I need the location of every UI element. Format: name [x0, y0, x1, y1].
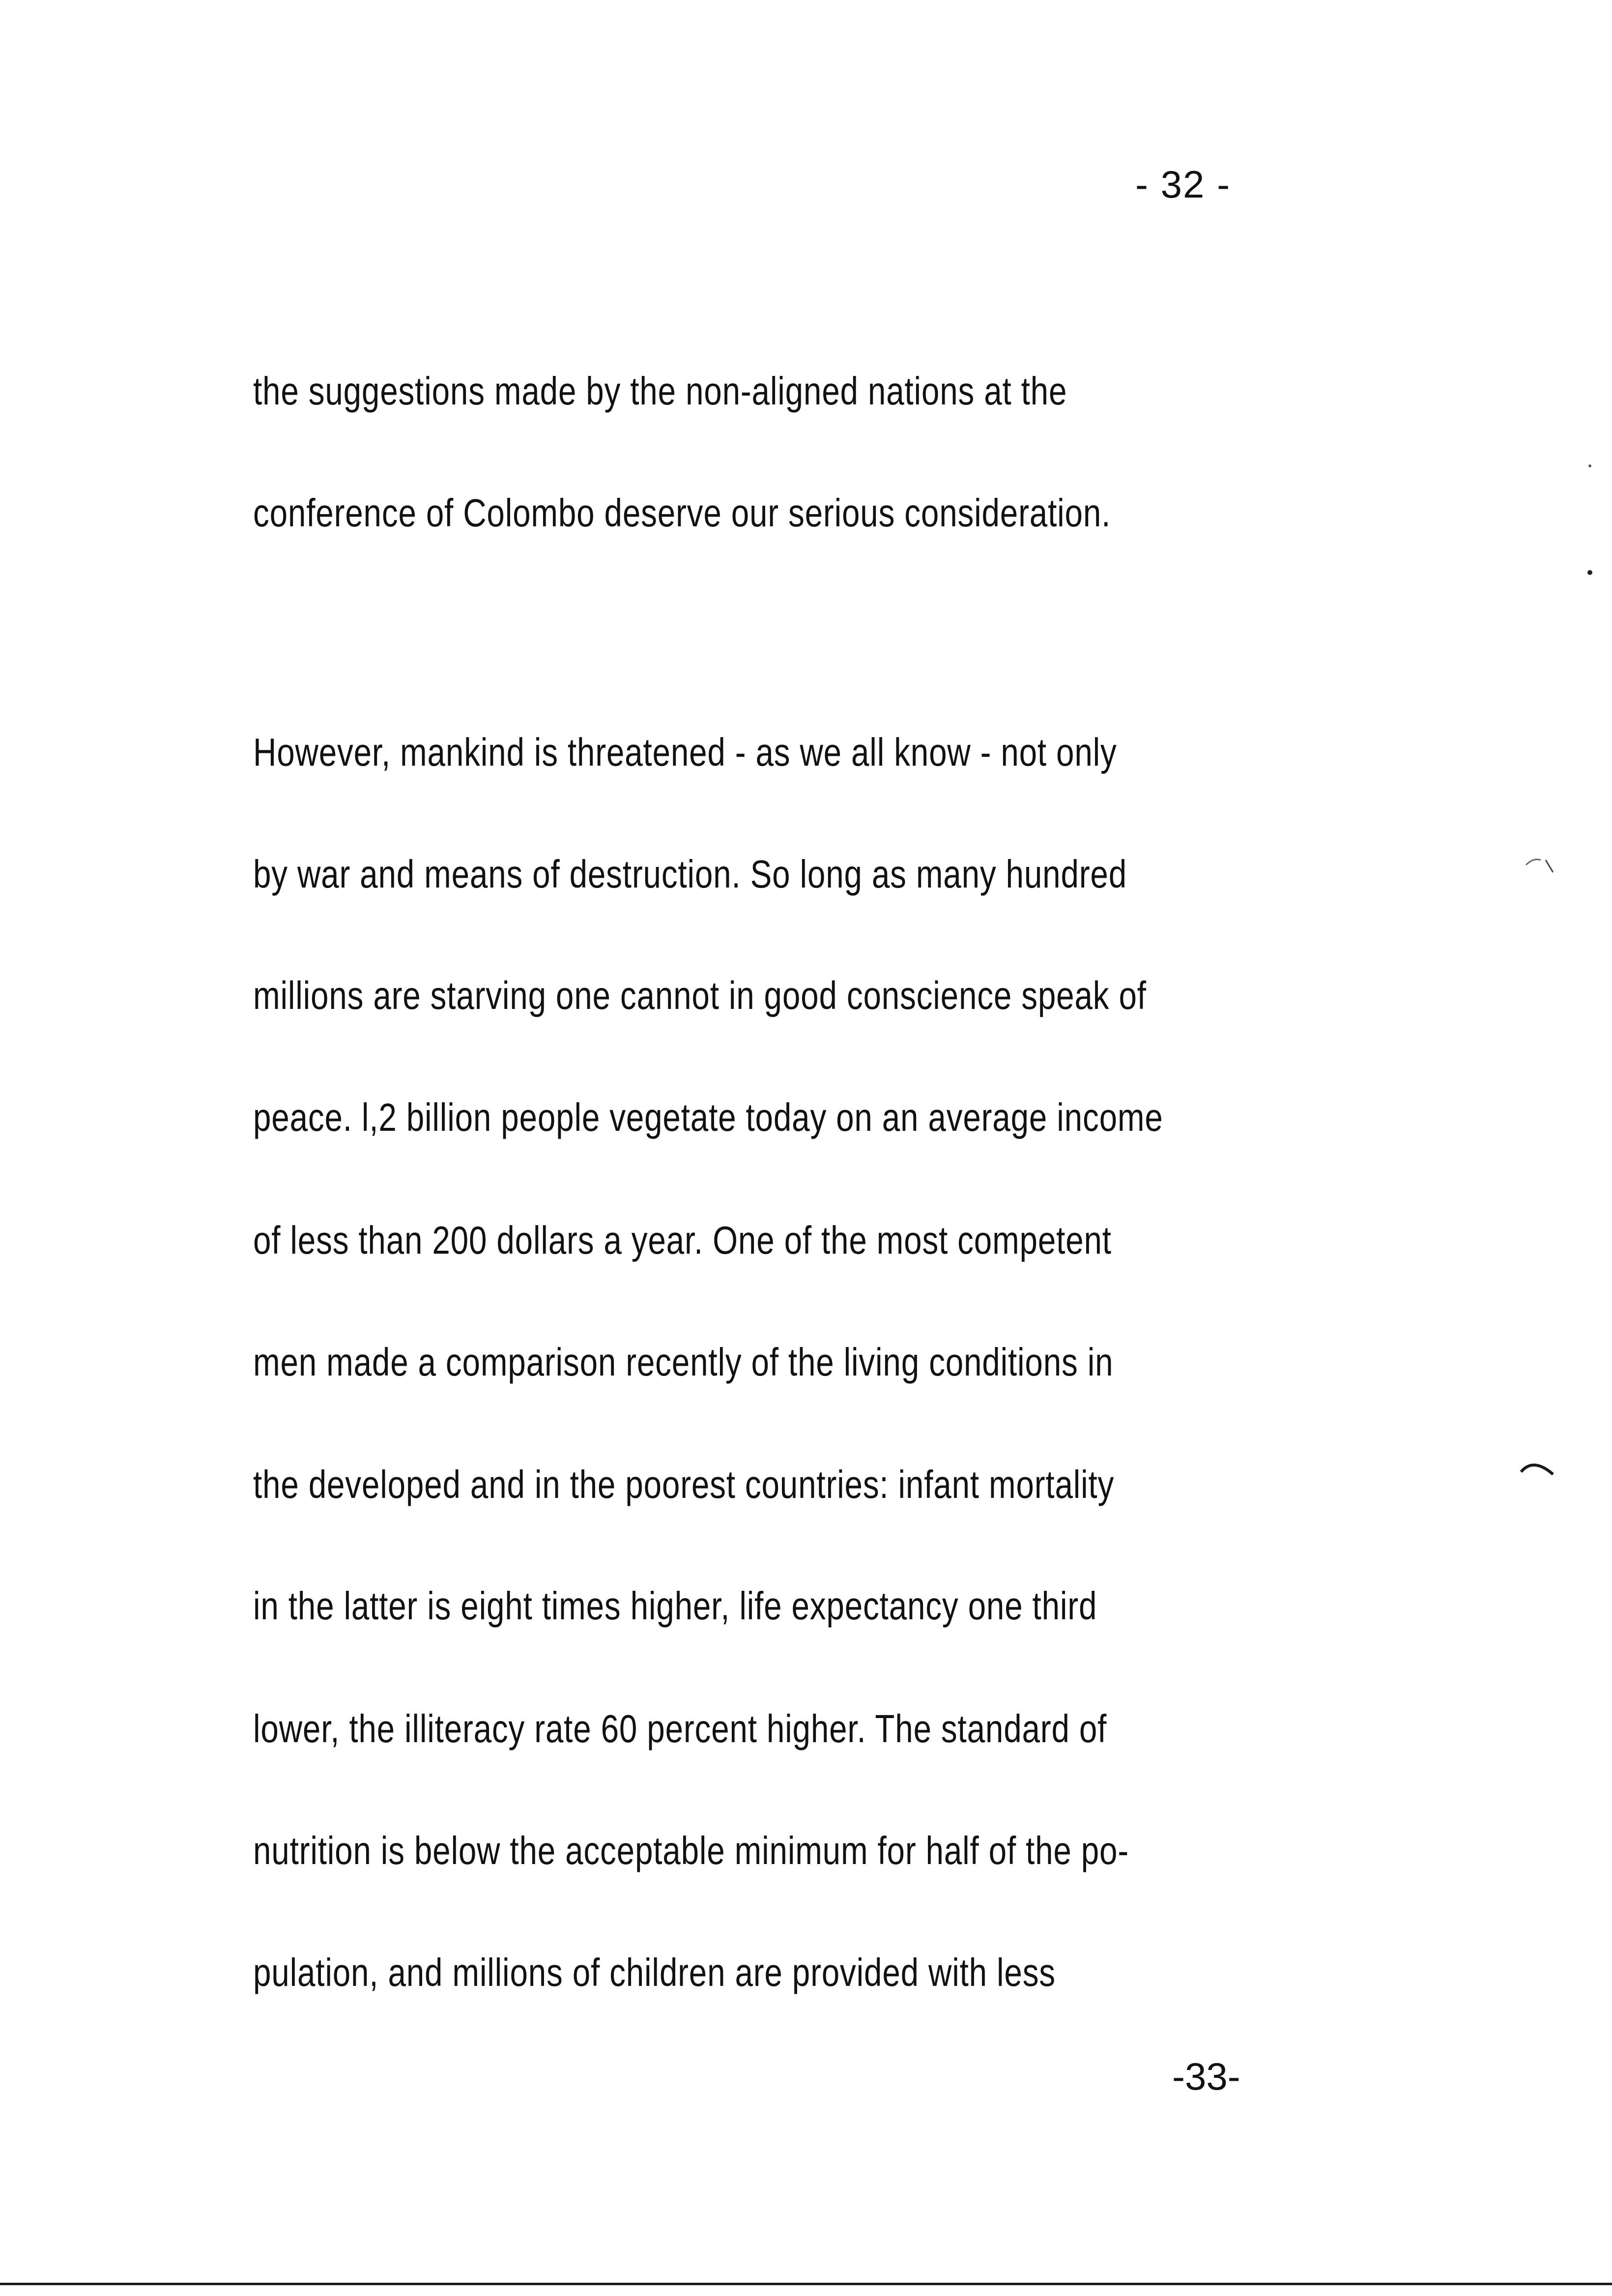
scan-mark-icon — [1519, 1455, 1558, 1479]
text-line: nutrition is below the acceptable minimum for half of the po- — [253, 1829, 1129, 1872]
text-line: millions are starving one cannot in good conscience speak of — [253, 974, 1147, 1017]
text-line: lower, the illiteracy rate 60 percent higher. The standard of — [253, 1707, 1107, 1751]
text-line: of less than 200 dollars a year. One of the most competent — [253, 1218, 1112, 1262]
text-line: men made a comparison recently of the living conditions in — [253, 1340, 1114, 1384]
text-line: conference of Colombo deserve our serious consideration. — [253, 491, 1111, 535]
text-line: by war and means of destruction. So long as many hundred — [253, 852, 1127, 896]
scan-mark-icon — [1524, 855, 1558, 875]
text-line: pulation, and millions of children are provided with less — [253, 1951, 1056, 1994]
page-bottom-edge — [0, 2283, 1612, 2285]
text-line: in the latter is eight times higher, life expectancy one third — [253, 1584, 1097, 1628]
text-line: However, mankind is threatened - as we all know - not only — [253, 730, 1117, 774]
scan-dot — [1587, 570, 1592, 575]
text-line: the developed and in the poorest countries: infant mortality — [253, 1463, 1115, 1506]
scan-dot — [1588, 464, 1591, 467]
page-number: - 32 - — [1135, 163, 1231, 206]
text-line: peace. l,2 billion people vegetate today on an average income — [253, 1095, 1163, 1139]
catchword-next-page: -33- — [1172, 2055, 1240, 2098]
text-line: the suggestions made by the non-aligned nations at the — [253, 369, 1067, 413]
